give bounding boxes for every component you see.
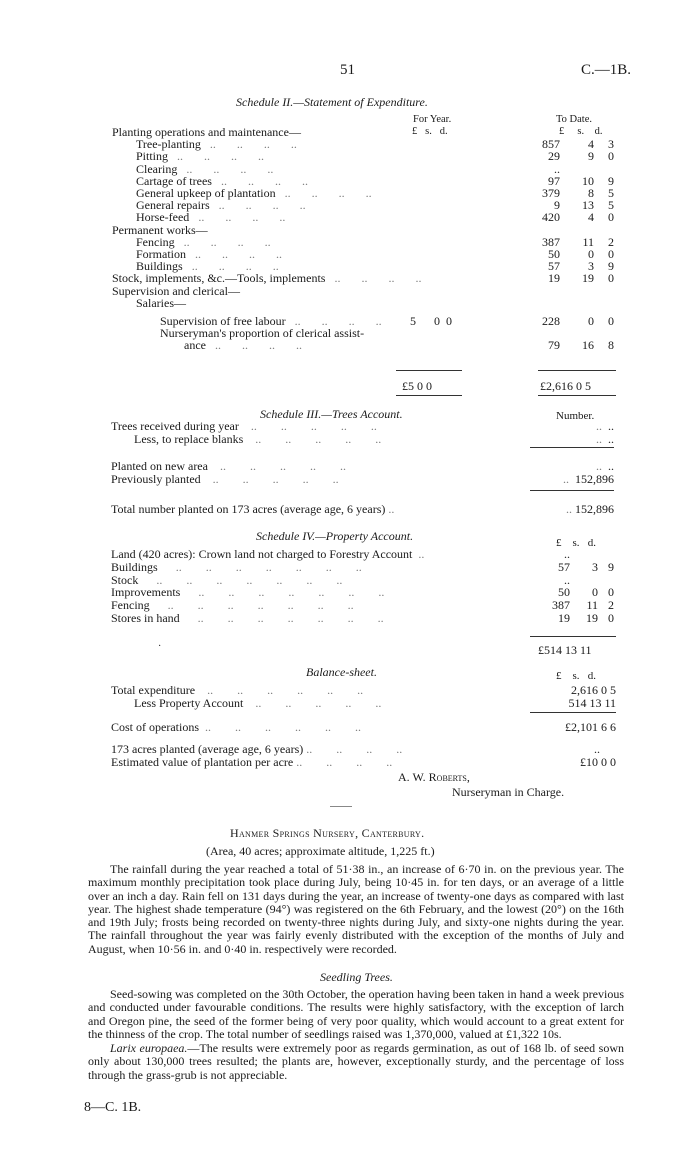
schedule-4-row-label: Land (420 acres): Crown land not charged to Forestry Account ..: [111, 548, 425, 561]
nursery-heading: Hanmer Springs Nursery, Canterbury.: [230, 826, 425, 840]
row-label-text: Pitting: [136, 150, 169, 164]
schedule-2-row-label: [136, 150, 492, 163]
row-label-text: Fencing: [136, 235, 175, 249]
row-value-text: ..: [608, 419, 614, 433]
schedule-2-date-cell: 8: [588, 186, 594, 200]
schedule-2-date-cell: 9: [588, 149, 594, 164]
schedule-2-date-cell: 13: [582, 198, 594, 213]
schedule-2-date-cell: 4: [588, 210, 594, 225]
schedule-4-cell: ..: [564, 572, 570, 587]
row-label-text: Trees received during year: [111, 419, 239, 433]
schedule-2-date-cell: 857: [542, 137, 560, 152]
row-label-text: Supervision of free labour: [160, 315, 286, 328]
column-to-date: To Date.: [556, 114, 593, 125]
row-value-text: ..: [608, 459, 614, 473]
balance-sheet-title: Balance-sheet.: [306, 665, 377, 679]
row-value-text: 152,896: [575, 472, 614, 486]
leader-dots: .. .. .. ..: [186, 248, 282, 261]
footer-signature: 8—C. 1B.: [84, 1100, 142, 1115]
schedule-2-date-cell: ..: [554, 161, 560, 176]
schedule-2-date-cell: 3: [588, 259, 594, 274]
schedule-2-year-total: £5 0 0: [402, 379, 432, 393]
leader-dots: .. .. .. ..: [285, 315, 382, 328]
schedule-2-row-label: [184, 339, 492, 352]
schedule-2-date-cell: 2: [608, 234, 614, 249]
leader-dots: .. .. .. ..: [200, 138, 297, 152]
balance-estimated-value-amount: £10 0 0: [580, 755, 616, 769]
schedule-2-date-cell: 0: [608, 210, 614, 225]
schedule-2-date-cell: 0: [608, 247, 614, 261]
row-label-text: Less, to replace blanks: [134, 432, 244, 446]
schedule-4-row-label: Fencing .. .. .. .. .. .. ..: [111, 599, 354, 613]
row-label-text: Stores in hand: [111, 612, 180, 625]
larix-paragraph: Larix europaea.—The results were extremely poor as regards germination, as out of 168 lb. of seed sown only about 130,000 trees resulted; the plants are, however, exceptionally sturdy, and the percentage of loss through the grass-grub is not appreciable.: [88, 1041, 624, 1082]
schedule-2-date-cell: 79: [548, 338, 560, 353]
balance-acres-value: ..: [594, 742, 600, 756]
row-label-text: Horse-feed: [136, 211, 190, 225]
document-reference: C.—1B.: [581, 62, 632, 78]
balance-less-property: Less Property Account .. .. .. .. ..: [134, 696, 382, 710]
schedule-2-row-label: [136, 187, 492, 200]
balance-cost-of-operations: Cost of operations .. .. .. .. .. ..: [111, 720, 361, 734]
schedule-3-row-label: Previously planted .. .. .. .. ..: [111, 472, 339, 486]
schedule-2-year-cell: 0: [446, 314, 452, 328]
schedule-2-date-cell: 57: [548, 259, 560, 274]
schedule-2-date-cell: 0: [608, 149, 614, 164]
schedule-4-lsd: £ s. d.: [556, 537, 597, 549]
row-value-text: ..: [608, 432, 614, 446]
schedule-4-row-label: Stock .. .. .. .. .. .. ..: [111, 573, 343, 587]
schedule-2-date-cell: 9: [554, 198, 560, 213]
row-label-text: Land (420 acres): Crown land not charged to Forestry Account: [111, 548, 413, 561]
schedule-4-cell: 0: [592, 585, 598, 600]
seed-sowing-paragraph: Seed-sowing was completed on the 30th October, the operation having been taken in hand a week previous and conducted under favourable conditions. The results were highly satisfactory, with the exception of larch and Oregon pine, the seed of the former being of very poor quality, which would account to a great extent for the thinness of the crop. The total number of seedlings raised was 1,370,000, valued at £1,322 10s.: [88, 987, 624, 1041]
schedule-2-date-cell: 4: [588, 137, 594, 152]
schedule-2-date-cell: 50: [548, 247, 560, 261]
column-for-year: For Year.: [413, 114, 452, 125]
schedule-2-title: Schedule II.—Statement of Expenditure.: [236, 95, 428, 109]
schedule-4-cell: 2: [608, 598, 614, 613]
schedule-2-year-cell: 0: [434, 314, 440, 328]
row-label-text: Clearing: [136, 162, 178, 176]
schedule-3-row-label: Trees received during year .. .. .. .. ..: [111, 419, 377, 433]
schedule-2-date-lsd: £ s. d.: [559, 126, 603, 137]
schedule-2-date-cell: 3: [608, 137, 614, 152]
schedule-3-row-value: .. ..: [596, 432, 614, 446]
schedule-4-title: Schedule IV.—Property Account.: [256, 529, 414, 543]
schedule-2-row-label: [136, 236, 492, 249]
schedule-2-date-cell: 10: [582, 173, 594, 188]
schedule-3-row-value: .. ..: [596, 459, 614, 473]
schedule-4-cell: 19: [586, 611, 598, 625]
leader-dots: .. .. .. ..: [189, 211, 286, 225]
schedule-2-date-cell: 5: [608, 198, 614, 213]
balance-lsd: £ s. d.: [556, 670, 597, 682]
schedule-2-date-cell: 8: [608, 338, 614, 353]
balance-cost-value: £2,101 6 6: [565, 720, 616, 734]
schedule-2-year-lsd: £ s. d.: [412, 126, 448, 137]
seedling-trees-heading: Seedling Trees.: [320, 970, 393, 984]
schedule-2-date-cell: 379: [542, 186, 560, 200]
schedule-2-date-cell: 29: [548, 149, 560, 164]
schedule-4-total: £514 13 11: [538, 643, 592, 657]
row-label-text: Salaries—: [136, 296, 186, 310]
row-label-text: Supervision and clerical—: [112, 284, 240, 298]
balance-less-property-value: 514 13 11: [568, 696, 616, 710]
schedule-2-row-label: [136, 175, 492, 188]
schedule-2-date-cell: 420: [542, 210, 560, 225]
balance-acres-planted: 173 acres planted (average age, 6 years) .. .. .. ..: [111, 742, 403, 756]
schedule-4-row-label: Stores in hand .. .. .. .. .. .. ..: [111, 612, 384, 625]
nursery-subheading: (Area, 40 acres; approximate altitude, 1,225 ft.): [206, 844, 435, 858]
row-label-text: Permanent works—: [112, 223, 208, 237]
balance-estimated-value: Estimated value of plantation per acre .. .. .. ..: [111, 755, 393, 769]
schedule-2-date-cell: 0: [608, 271, 614, 286]
schedule-3-title: Schedule III.—Trees Account.: [260, 407, 403, 421]
leader-dots: .. .. .. ..: [275, 187, 372, 200]
schedule-2-row-label: [112, 285, 492, 298]
column-number: Number.: [556, 410, 595, 422]
row-label-text: Tree-planting: [136, 138, 201, 152]
row-label-text: Formation: [136, 248, 186, 261]
row-label-text: Stock, implements, &c.—Tools, implements: [112, 272, 326, 286]
schedule-4-cell: ..: [564, 547, 570, 561]
row-label-text: Cartage of trees: [136, 174, 212, 188]
schedule-2-row-label: [136, 248, 492, 261]
schedule-3-total-value: .. 152,896: [566, 502, 614, 516]
schedule-2-date-cell: 11: [582, 234, 594, 249]
schedule-2-date-cell: 16: [582, 338, 594, 353]
row-label-text: General repairs: [136, 199, 210, 213]
schedule-3-row-label: Less, to replace blanks .. .. .. .. ..: [134, 432, 382, 446]
schedule-2-date-cell: 0: [588, 314, 594, 328]
schedule-2-row-label: [136, 199, 492, 212]
schedule-4-cell: 3: [592, 559, 598, 574]
schedule-3-total-label: Total number planted on 173 acres (average age, 6 years) ..: [111, 502, 395, 516]
schedule-3-row-label: Planted on new area .. .. .. .. ..: [111, 459, 346, 473]
row-label-text: ance: [184, 339, 206, 353]
row-label-text: Previously planted: [111, 472, 201, 486]
schedule-3-row-value: .. ..: [596, 419, 614, 433]
signature-title: Nurseryman in Charge.: [452, 785, 565, 799]
schedule-4-cell: 387: [552, 598, 570, 613]
row-label-text: Planted on new area: [111, 459, 208, 473]
schedule-2-date-cell: 9: [608, 259, 614, 274]
schedule-4-cell: 57: [558, 559, 570, 574]
schedule-2-row-label: [160, 327, 492, 340]
leader-dots: .. .. .. ..: [168, 150, 265, 164]
schedule-2-date-cell: 387: [542, 234, 560, 249]
schedule-2-date-cell: 9: [608, 173, 614, 188]
schedule-2-row-label: [136, 297, 492, 310]
schedule-4-row-label: Buildings .. .. .. .. .. .. ..: [111, 560, 362, 574]
schedule-4-cell: 0: [608, 611, 614, 625]
row-label-text: Planting operations and maintenance—: [112, 126, 301, 139]
schedule-4-cell: 19: [558, 611, 570, 625]
schedule-4-cell: 11: [586, 598, 598, 613]
schedule-2-date-cell: 97: [548, 173, 560, 188]
schedule-4-cell: 0: [608, 585, 614, 600]
leader-dots: .. .. .. ..: [182, 260, 279, 274]
row-label-text: Buildings: [111, 560, 158, 574]
schedule-4-cell: 50: [558, 585, 570, 600]
leader-dots: .. .. .. ..: [205, 339, 302, 353]
schedule-2-date-cell: 19: [548, 271, 560, 286]
page-number: 51: [340, 62, 355, 78]
schedule-2-date-cell: 0: [608, 314, 614, 328]
row-label-text: General upkeep of plantation: [136, 187, 276, 200]
schedule-4-row-label: Improvements .. .. .. .. .. .. ..: [111, 586, 385, 600]
schedule-2-row-label: [112, 224, 492, 237]
schedule-2-date-cell: 228: [542, 314, 560, 328]
row-label-text: Stock: [111, 573, 139, 587]
schedule-4-cell: 9: [608, 559, 614, 574]
row-label-text: Nurseryman's proportion of clerical assist-: [160, 327, 365, 341]
schedule-2-date-cell: 0: [588, 247, 594, 261]
leader-dots: .. .. .. ..: [174, 235, 271, 249]
balance-total-expenditure-value: 2,616 0 5: [571, 683, 616, 697]
schedule-2-date-cell: 19: [582, 271, 594, 286]
leader-dots: .. .. .. ..: [177, 162, 274, 176]
leader-dots: .. .. .. ..: [211, 174, 308, 188]
row-label-text: Fencing: [111, 599, 150, 613]
row-label-text: Buildings: [136, 260, 183, 274]
schedule-2-date-total: £2,616 0 5: [540, 379, 591, 393]
signature-name: A. W. Roberts,: [398, 770, 470, 784]
schedule-2-row-label: [112, 272, 492, 285]
schedule-2-year-cell: 5: [410, 314, 416, 328]
row-label-text: Improvements: [111, 586, 181, 600]
schedule-2-date-cell: 5: [608, 186, 614, 200]
leader-dots: .. .. .. ..: [325, 272, 422, 286]
schedule-3-row-value: .. 152,896: [563, 472, 614, 486]
schedule-2-row-label: [136, 163, 492, 176]
leader-dots: .. .. .. ..: [209, 199, 306, 213]
schedule-2-row-label: [136, 138, 492, 151]
schedule-2-row-label: [112, 126, 492, 139]
schedule-2-row-label: [136, 211, 492, 224]
schedule-2-row-label: [136, 260, 492, 273]
balance-total-expenditure: Total expenditure .. .. .. .. .. ..: [111, 683, 364, 697]
rainfall-paragraph: The rainfall during the year reached a total of 51·38 in., an increase of 6·70 in. on the previous year. The maximum monthly precipitation took place during July, being 10·45 in. for ten days, or an average of a little over an inch a day. Rain fell on 131 days during the year, an increase of twenty-one days as compared with last year. The highest shade temperature (94°) was registered on the 6th February, and the lowest (20°) on the 16th and 19th July; frosts being recorded on twenty-three nights during July, and sixty-one nights during the year. The rainfall throughout the year was fairly evenly distributed with the exception of the months of July and August, when 10·56 in. and 0·40 in. respectively were recorded.: [88, 862, 624, 956]
